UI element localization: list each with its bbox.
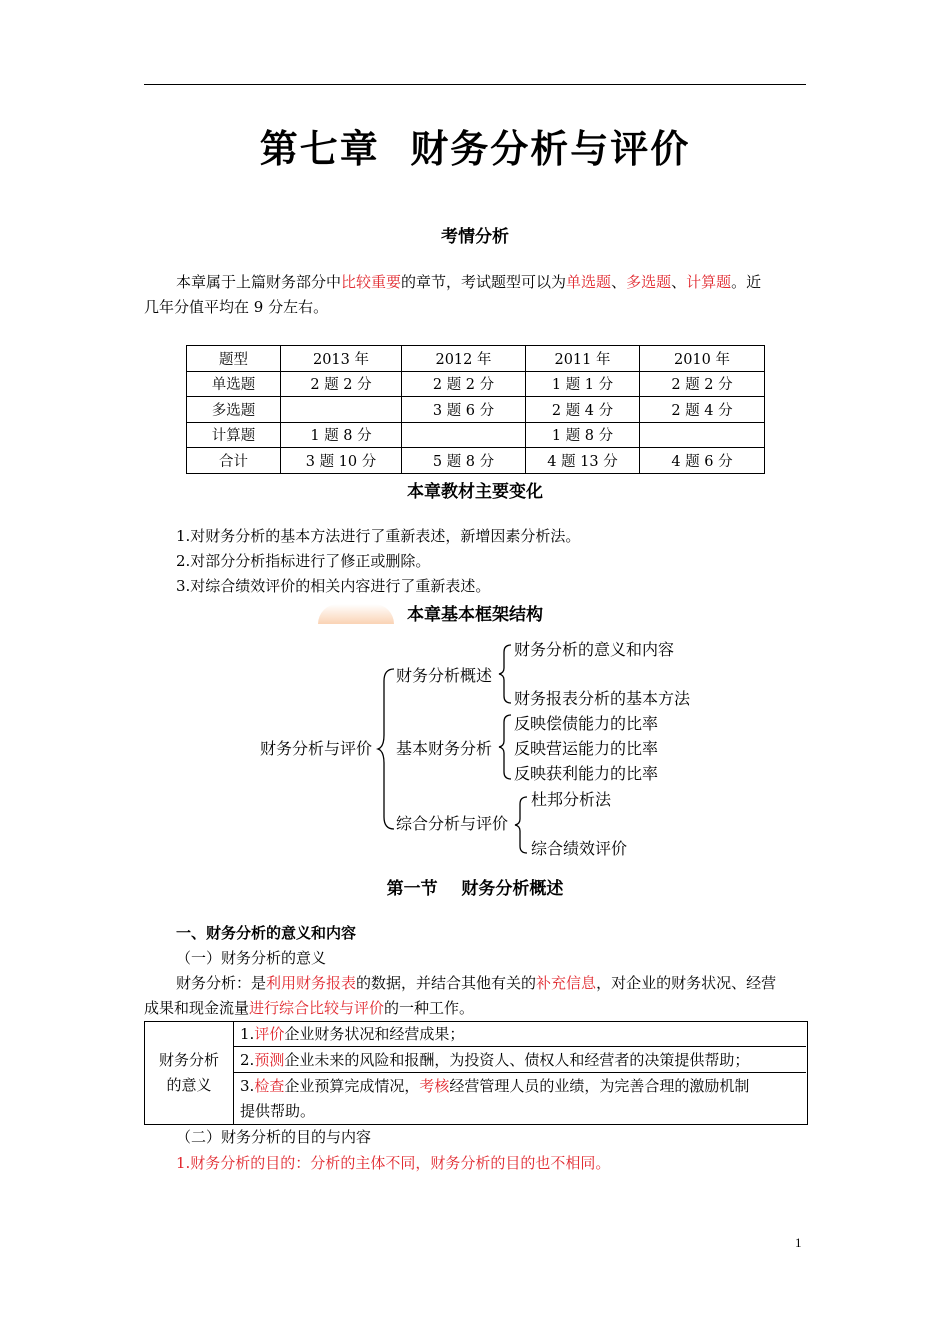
row-keyword: 预测 bbox=[254, 1051, 285, 1069]
table-cell: 4 题 6 分 bbox=[640, 448, 765, 474]
group2-brace bbox=[496, 712, 514, 782]
framework-group-comprehensive: 综合分析与评价 bbox=[396, 814, 509, 833]
table-cell: 4 题 13 分 bbox=[526, 448, 640, 474]
row-keyword: 评价 bbox=[254, 1025, 285, 1043]
chapter-title: 第七章 财务分析与评价 bbox=[259, 127, 691, 171]
row-text: 企业预算完成情况， bbox=[284, 1077, 420, 1095]
exam-intro-line1 bbox=[176, 270, 816, 295]
table-row bbox=[187, 397, 765, 423]
framework-item: 反映营运能力的比率 bbox=[514, 739, 659, 758]
table-cell: 5 题 8 分 bbox=[402, 448, 526, 474]
table-header-cell: 2013 年 bbox=[281, 346, 402, 372]
group1-brace bbox=[496, 642, 514, 706]
intro-text: 本章属于上篇财务部分中 bbox=[176, 273, 342, 291]
intro-highlight: 计算题 bbox=[686, 273, 732, 291]
table-cell: 2 题 2 分 bbox=[402, 371, 526, 397]
meaning-row bbox=[234, 1022, 806, 1047]
table-cell: 1 题 8 分 bbox=[526, 422, 640, 448]
intro-text: 。近 bbox=[731, 273, 762, 291]
definition-highlight: 补充信息 bbox=[536, 974, 597, 992]
table-cell: 2 题 2 分 bbox=[640, 371, 765, 397]
meaning-row bbox=[234, 1048, 806, 1073]
row-text: 企业财务状况和经营成果； bbox=[284, 1025, 465, 1043]
framework-item: 反映获利能力的比率 bbox=[514, 764, 659, 783]
table-cell: 3 题 10 分 bbox=[281, 448, 402, 474]
table-header-row bbox=[187, 346, 765, 372]
table-cell: 1 题 8 分 bbox=[281, 422, 402, 448]
definition-text: 的数据，并结合其他有关的 bbox=[356, 974, 537, 992]
table-cell: 多选题 bbox=[187, 397, 281, 423]
table-header-cell: 2012 年 bbox=[402, 346, 526, 372]
definition-text: ，对企业的财务状况、经营 bbox=[596, 974, 777, 992]
section-title: 第一节 财务分析概述 bbox=[386, 879, 564, 899]
meaning-label bbox=[145, 1022, 234, 1124]
table-cell: 2 题 2 分 bbox=[281, 371, 402, 397]
framework-item: 财务分析的意义和内容 bbox=[514, 640, 675, 659]
row-keyword: 考核 bbox=[419, 1077, 450, 1095]
intro-text: 的章节，考试题型可以为 bbox=[401, 273, 567, 291]
list-item: 1.对财务分析的基本方法进行了重新表述，新增因素分析法。 bbox=[176, 527, 581, 545]
intro-separator: 、 bbox=[671, 273, 687, 291]
table-row bbox=[187, 422, 765, 448]
definition-line2 bbox=[144, 996, 474, 1021]
table-cell: 合计 bbox=[187, 448, 281, 474]
table-cell: 2 题 4 分 bbox=[526, 397, 640, 423]
table-row bbox=[187, 371, 765, 397]
framework-item: 财务报表分析的基本方法 bbox=[514, 689, 691, 708]
framework-item: 杜邦分析法 bbox=[531, 790, 612, 809]
meaning-table bbox=[144, 1021, 808, 1125]
intro-highlight: 比较重要 bbox=[341, 273, 402, 291]
subsection-subheading: （二）财务分析的目的与内容 bbox=[176, 1128, 372, 1146]
exam-stats-table bbox=[186, 345, 765, 474]
intro-highlight: 多选题 bbox=[626, 273, 672, 291]
table-cell: 2 题 4 分 bbox=[640, 397, 765, 423]
changes-heading: 本章教材主要变化 bbox=[407, 482, 543, 502]
row-line bbox=[240, 1074, 806, 1099]
meaning-label-text: 财务分析的意义 bbox=[158, 1051, 219, 1094]
row-keyword: 检查 bbox=[254, 1077, 285, 1095]
table-cell: 1 题 1 分 bbox=[526, 371, 640, 397]
definition-highlight: 进行综合比较与评价 bbox=[249, 999, 385, 1017]
framework-group-overview: 财务分析概述 bbox=[396, 666, 493, 685]
exam-analysis-heading: 考情分析 bbox=[441, 227, 509, 247]
list-item: 3.对综合绩效评价的相关内容进行了重新表述。 bbox=[176, 577, 491, 595]
header-rule bbox=[144, 84, 806, 85]
framework-group-basic: 基本财务分析 bbox=[396, 739, 493, 758]
definition-text: 成果和现金流量 bbox=[144, 999, 250, 1017]
table-header-cell: 题型 bbox=[187, 346, 281, 372]
table-cell bbox=[281, 397, 402, 423]
framework-item: 反映偿债能力的比率 bbox=[514, 714, 659, 733]
row-text: 企业未来的风险和报酬，为投资人、债权人和经营者的决策提供帮助； bbox=[284, 1051, 750, 1069]
table-header-cell: 2011 年 bbox=[526, 346, 640, 372]
table-row bbox=[187, 448, 765, 474]
row-number: 1. bbox=[240, 1025, 255, 1043]
table-cell: 单选题 bbox=[187, 371, 281, 397]
table-cell bbox=[640, 422, 765, 448]
row-number: 2. bbox=[240, 1051, 255, 1069]
group3-brace bbox=[512, 794, 530, 856]
page-number: 1 bbox=[795, 1235, 802, 1250]
definition-highlight: 利用财务报表 bbox=[266, 974, 357, 992]
table-cell bbox=[402, 422, 526, 448]
table-cell: 3 题 6 分 bbox=[402, 397, 526, 423]
framework-item: 综合绩效评价 bbox=[531, 839, 628, 858]
subsection-heading: 一、财务分析的意义和内容 bbox=[176, 924, 357, 942]
table-cell: 计算题 bbox=[187, 422, 281, 448]
root-brace bbox=[376, 665, 398, 835]
row-number: 3. bbox=[240, 1077, 255, 1095]
list-item: 2.对部分分析指标进行了修正或删除。 bbox=[176, 552, 431, 570]
framework-root: 财务分析与评价 bbox=[260, 739, 373, 758]
row-text: 经营管理人员的业绩，为完善合理的激励机制 bbox=[449, 1077, 750, 1095]
definition-text: 财务分析：是 bbox=[176, 974, 267, 992]
exam-intro-line2: 几年分值平均在 9 分左右。 bbox=[144, 298, 329, 316]
intro-separator: 、 bbox=[611, 273, 627, 291]
purpose-line: 1.财务分析的目的：分析的主体不同，财务分析的目的也不相同。 bbox=[176, 1154, 611, 1172]
table-header-cell: 2010 年 bbox=[640, 346, 765, 372]
row-line: 提供帮助。 bbox=[240, 1102, 316, 1120]
subsection-subheading: （一）财务分析的意义 bbox=[176, 949, 327, 967]
definition-line1 bbox=[176, 971, 816, 996]
meaning-row bbox=[234, 1074, 806, 1124]
framework-heading: 本章基本框架结构 bbox=[407, 605, 543, 625]
intro-highlight: 单选题 bbox=[566, 273, 612, 291]
definition-text: 的一种工作。 bbox=[384, 999, 475, 1017]
